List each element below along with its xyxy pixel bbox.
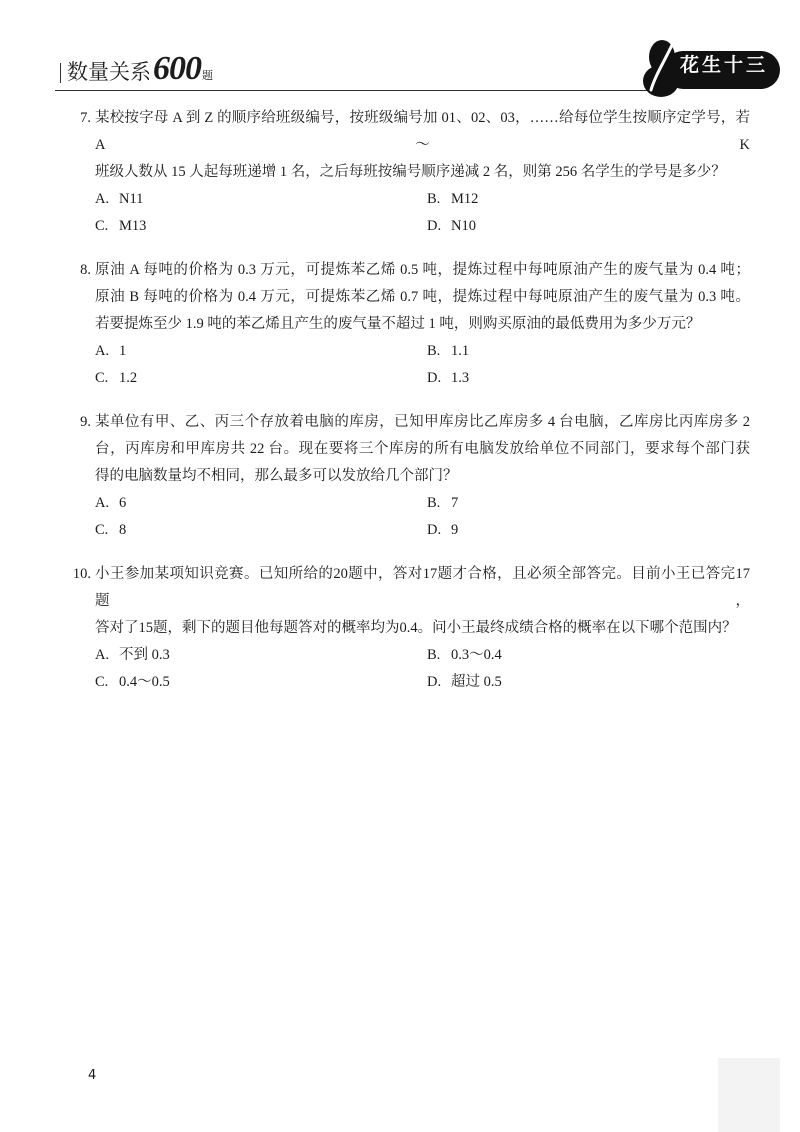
book-title-suffix: 题 [202,69,213,82]
question-text-line: 台，丙库房和甲库房共 22 台。现在要将三个库房的所有电脑发放给单位不同部门，要求每个部门获 [95,441,750,457]
question-text-line: 班级人数从 15 人起每班递增 1 名，之后每班按编号顺序递减 2 名，则第 256 名学生的学号是多少？ [95,164,726,180]
question-text-line: 原油 B 每吨的价格为 0.4 万元，可提炼苯乙烯 0.7 吨，提炼过程中每吨原油产生的废气量为 0.3 吨。 [95,289,750,305]
option-text: N11 [119,191,144,207]
option-text: 超过 0.5 [451,674,502,690]
option-c [95,669,427,696]
question-body [95,105,750,240]
option-text: M13 [119,218,147,234]
option-b [427,186,750,213]
question-body [95,561,750,696]
book-title [67,52,213,86]
question-10 [62,561,752,696]
option-text: 8 [119,522,127,538]
question-text-line: 答对了15题，剩下的题目他每题答对的概率均为0.4。问小王最终成绩合格的概率在以下哪个范围内？ [95,620,737,636]
question-body [95,409,750,544]
question-list [62,105,752,713]
option-text: 9 [451,522,459,538]
question-body [95,257,750,392]
question-8 [62,257,752,392]
header-rule [55,90,647,91]
options-grid [95,490,750,544]
option-text: 1.1 [451,343,470,359]
option-label: C. [95,674,109,690]
option-c [95,365,427,392]
option-label: B. [427,495,441,511]
option-label: A. [95,343,110,359]
option-d [427,213,750,240]
option-a [95,642,427,669]
option-label: A. [95,647,110,663]
option-label: D. [427,370,442,386]
option-b [427,642,750,669]
options-grid [95,186,750,240]
option-text: 不到 0.3 [119,647,170,663]
logo-lettering: 花生十三 [680,54,769,76]
header-tick-mark [60,63,61,83]
option-text: 0.4～0.5 [119,674,170,690]
option-a [95,338,427,365]
question-9 [62,409,752,544]
options-grid [95,338,750,392]
book-title-prefix: 数量关系 [67,60,151,84]
question-text-line: 得的电脑数量均不相同，那么最多可以发放给几个部门？ [95,468,458,484]
option-text: N10 [451,218,476,234]
question-text-line: 若要提炼至少 1.9 吨的苯乙烯且产生的废气量不超过 1 吨，则购买原油的最低费用为多少万元？ [95,316,701,332]
option-label: A. [95,191,110,207]
question-text-line: 某校按字母 A 到 Z 的顺序给班级编号，按班级编号加 01、02、03，……给每位学生按顺序定学号，若 A～K [95,110,750,153]
question-text-line: 某单位有甲、乙、丙三个存放着电脑的库房，已知甲库房比乙库房多 4 台电脑，乙库房比丙库房多 2 [95,414,750,430]
option-a [95,186,427,213]
option-c [95,517,427,544]
option-text: M12 [451,191,479,207]
book-title-number: 600 [153,50,201,87]
question-number: 9. [80,414,91,430]
option-d [427,365,750,392]
question-text-line: 小王参加某项知识竞赛。已知所给的20题中，答对17题才合格，且必须全部答完。目前小王已答完17题， [95,566,750,609]
question-number: 7. [80,110,91,126]
option-text: 6 [119,495,127,511]
options-grid [95,642,750,696]
option-a [95,490,427,517]
scan-corner-shadow [718,1058,780,1132]
option-text: 1.2 [119,370,138,386]
option-label: D. [427,522,442,538]
option-label: D. [427,674,442,690]
question-number: 10. [72,566,91,582]
option-d [427,517,750,544]
option-label: A. [95,495,110,511]
page-number: 4 [88,1068,97,1083]
option-label: B. [427,343,441,359]
option-b [427,490,750,517]
option-label: C. [95,370,109,386]
option-label: D. [427,218,442,234]
option-c [95,213,427,240]
option-d [427,669,750,696]
option-label: B. [427,191,441,207]
option-b [427,338,750,365]
option-text: 1 [119,343,127,359]
question-text-line: 原油 A 每吨的价格为 0.3 万元，可提炼苯乙烯 0.5 吨，提炼过程中每吨原油产生的废气量为 0.4 吨； [95,262,750,278]
option-text: 0.3～0.4 [451,647,502,663]
question-7 [62,105,752,240]
option-label: B. [427,647,441,663]
question-number: 8. [80,262,91,278]
option-label: C. [95,522,109,538]
option-text: 7 [451,495,459,511]
publisher-logo [642,38,782,100]
option-label: C. [95,218,109,234]
option-text: 1.3 [451,370,470,386]
